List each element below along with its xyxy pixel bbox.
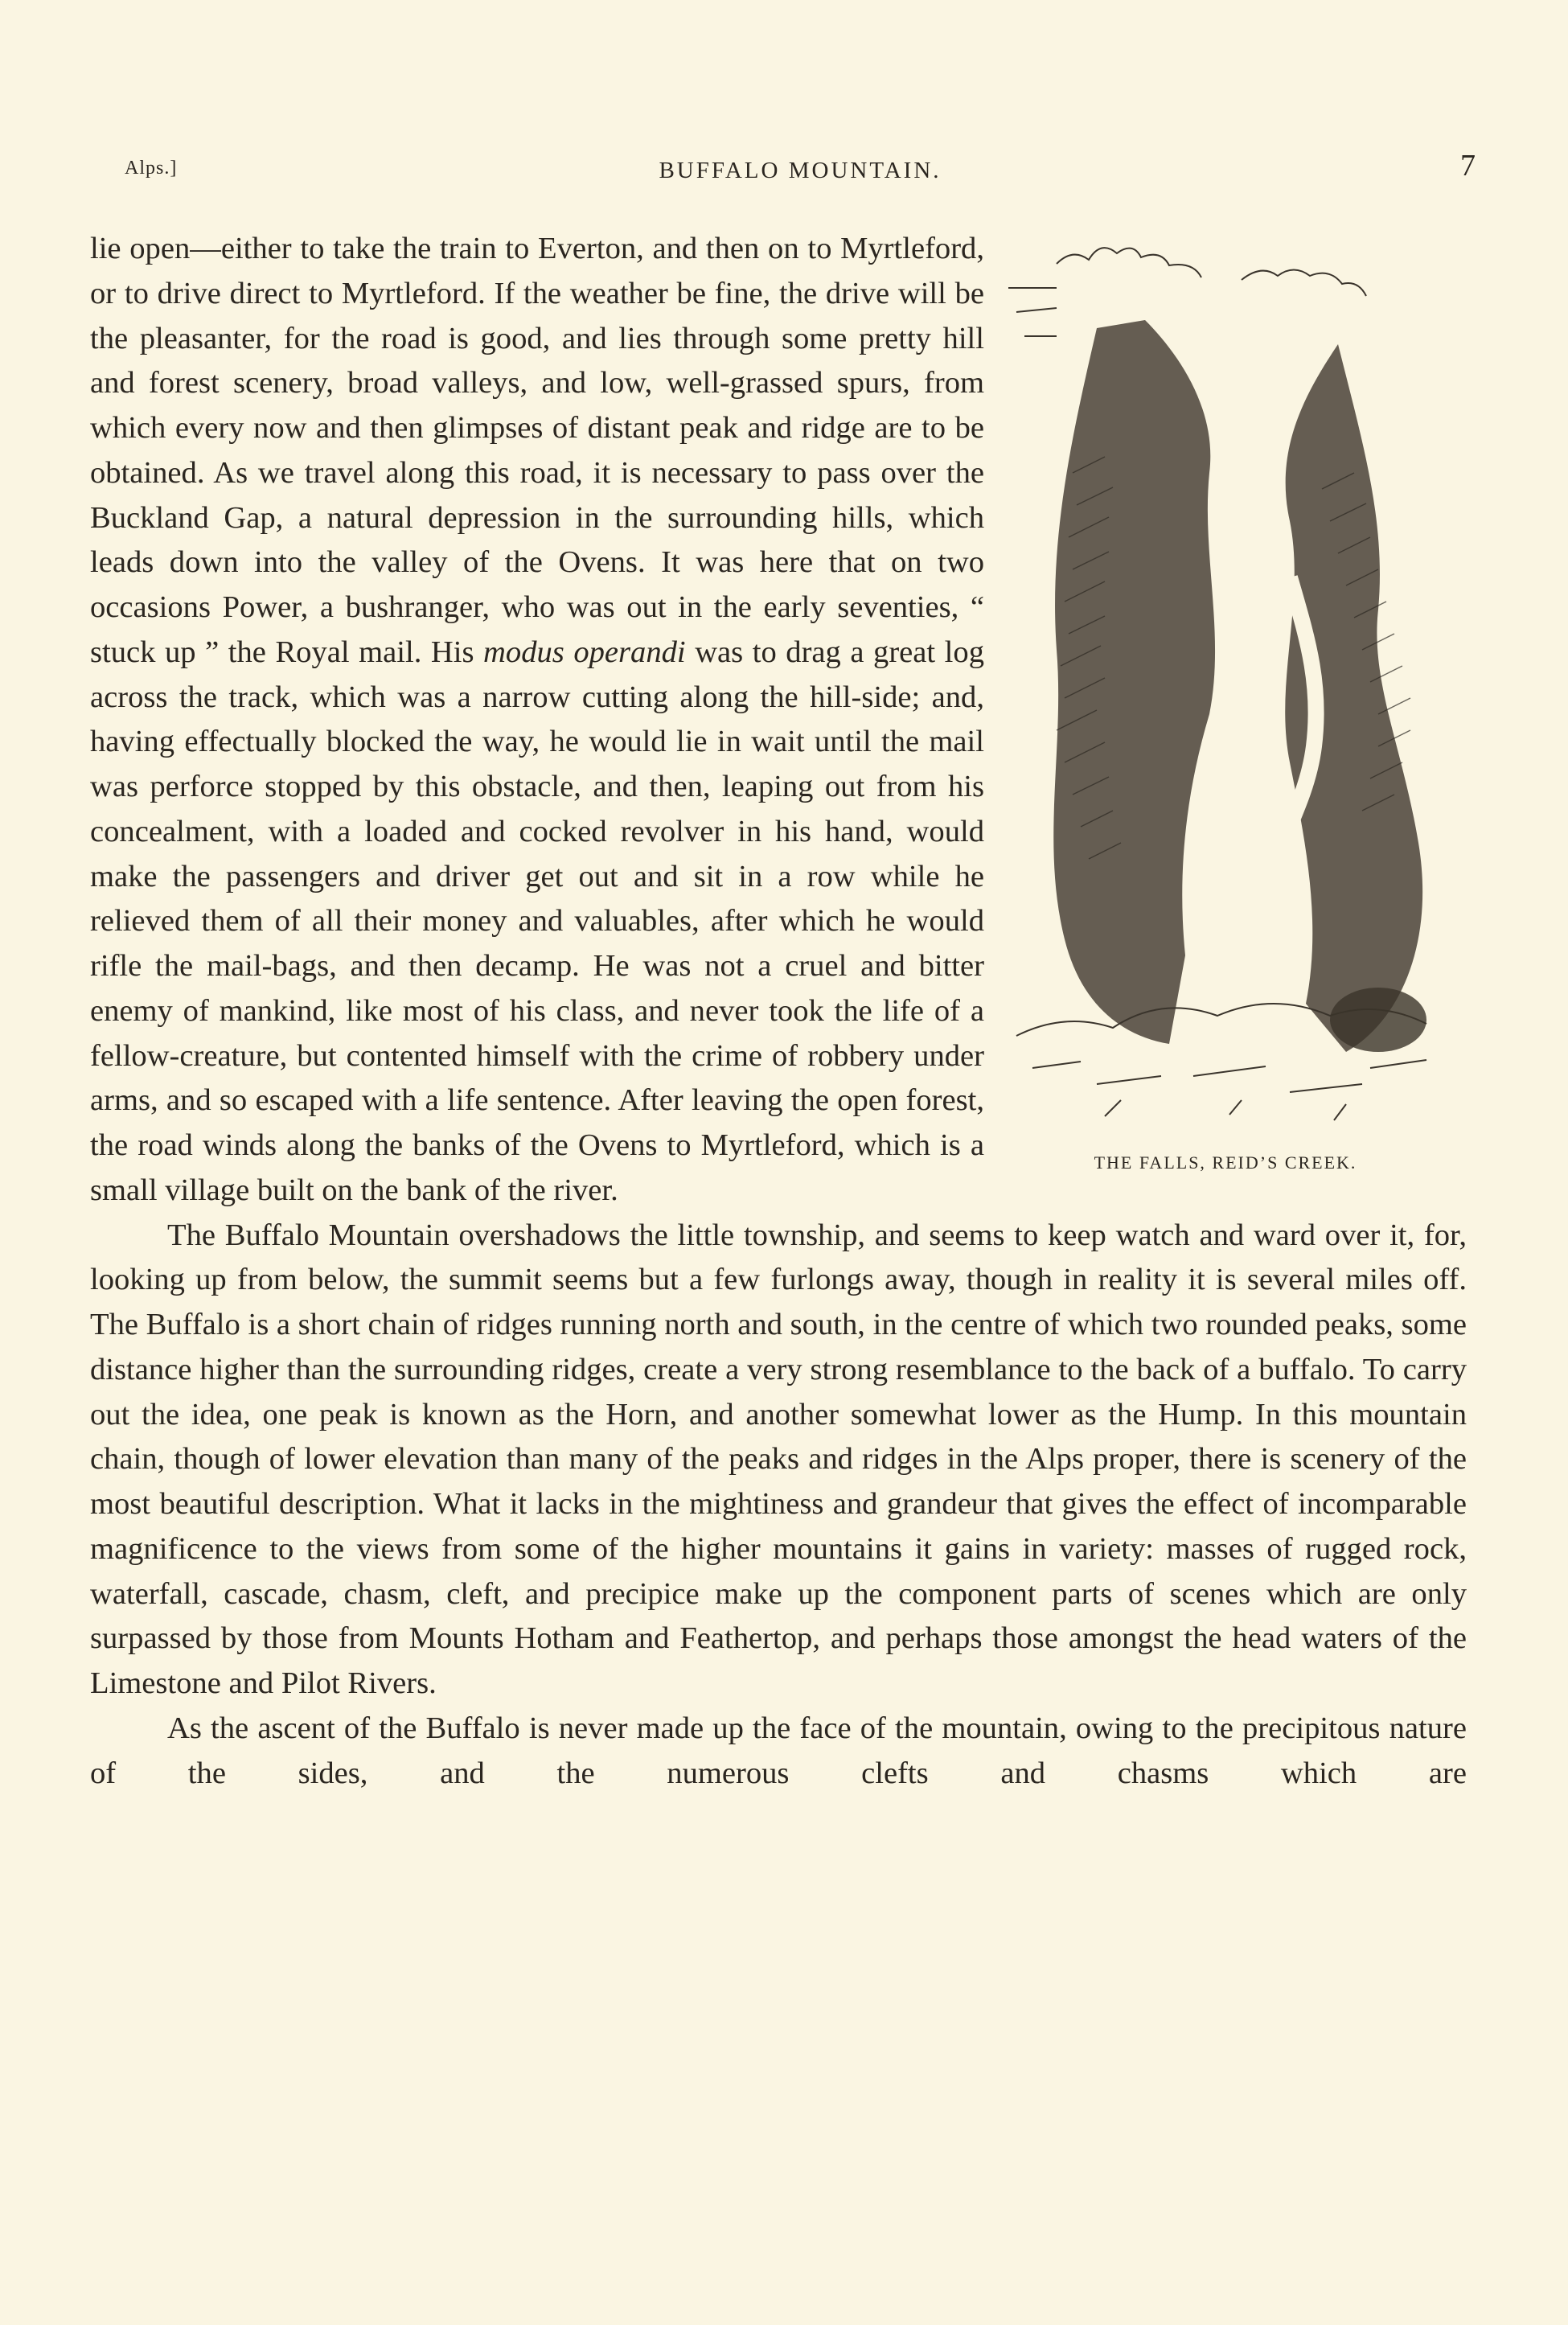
section-marker: Alps.]	[125, 158, 178, 179]
paragraph-1-italic: modus operandi	[483, 635, 686, 669]
paragraph-1-text-b: was to drag a great log across the track, which was a narrow cutting along the hill-side; and, having effectually blocked the way, he would lie in wait until the mail was perforce stopped by this obstacle, and then, leaping out from his concealment, with a loaded and cocked revolver in his hand, would make the passengers and driver get out and sit in a row while he relieved them of all their money and valuables, after which he would rifle the mail-bags, and then decamp. He was not a cruel and bitter enemy of mankind, like most of his class, and never took the life of a fellow-creature, but contented himself with the crime of robbery under arms, and so escaped with a life sentence. After leaving the open forest, the road winds along the banks of the Ovens to Myrtleford, which is a small village built on the bank of the river.	[90, 635, 984, 1207]
running-head	[125, 149, 1476, 193]
body-text	[90, 227, 1467, 1796]
page-title: BUFFALO MOUNTAIN.	[659, 158, 942, 183]
page-number: 7	[1460, 149, 1476, 183]
paragraph-2: The Buffalo Mountain overshadows the little township, and seems to keep watch and ward over it, for, looking up from below, the summit seems but a few furlongs away, though in reality it is several miles off. The Buffalo is a short chain of ridges running north and south, in the centre of which two rounded peaks, some distance higher than the surrounding ridges, create a very strong resemblance to the back of a buffalo. To carry out the idea, one peak is known as the Horn, and another somewhat lower as the Hump. In this mountain chain, though of lower elevation than many of the peaks and ridges in the Alps proper, there is scenery of the most beautiful description. What it lacks in the mightiness and grandeur that gives the effect of incomparable magnificence to the views from some of the higher mountains it gains in variety: masses of rugged rock, waterfall, cascade, chasm, cleft, and precipice make up the component parts of scenes which are only surpassed by those from Mounts Hotham and Feathertop, and perhaps those amongst the head waters of the Limestone and Pilot Rivers.	[90, 1218, 1467, 1700]
paragraph-1-text-a: lie open—either to take the train to Everton, and then on to Myrtleford, or to drive direct to Myrtleford. If the weather be fine, the drive will be the pleasanter, for the road is good, and lies through some pretty hill and forest scenery, broad valleys, and low, well-grassed spurs, from which every now and then glimpses of distant peak and ridge are to be obtained. As we travel along this road, it is necessary to pass over the Buckland Gap, a natural depression in the surrounding hills, which leads down into the valley of the Ovens. It was here that on two occasions Power, a bushranger, who was out in the early seventies, “ stuck up ” the Royal mail. His	[90, 232, 984, 669]
figure-caption: THE FALLS, REID’S CREEK.	[1094, 1152, 1357, 1173]
figure	[1000, 227, 1467, 1198]
waterfall-engraving-icon	[1000, 232, 1467, 1132]
paragraph-3: As the ascent of the Buffalo is never made up the face of the mountain, owing to the precipitous nature of the sides, and the numerous clefts and chasms which are	[90, 1711, 1467, 1790]
